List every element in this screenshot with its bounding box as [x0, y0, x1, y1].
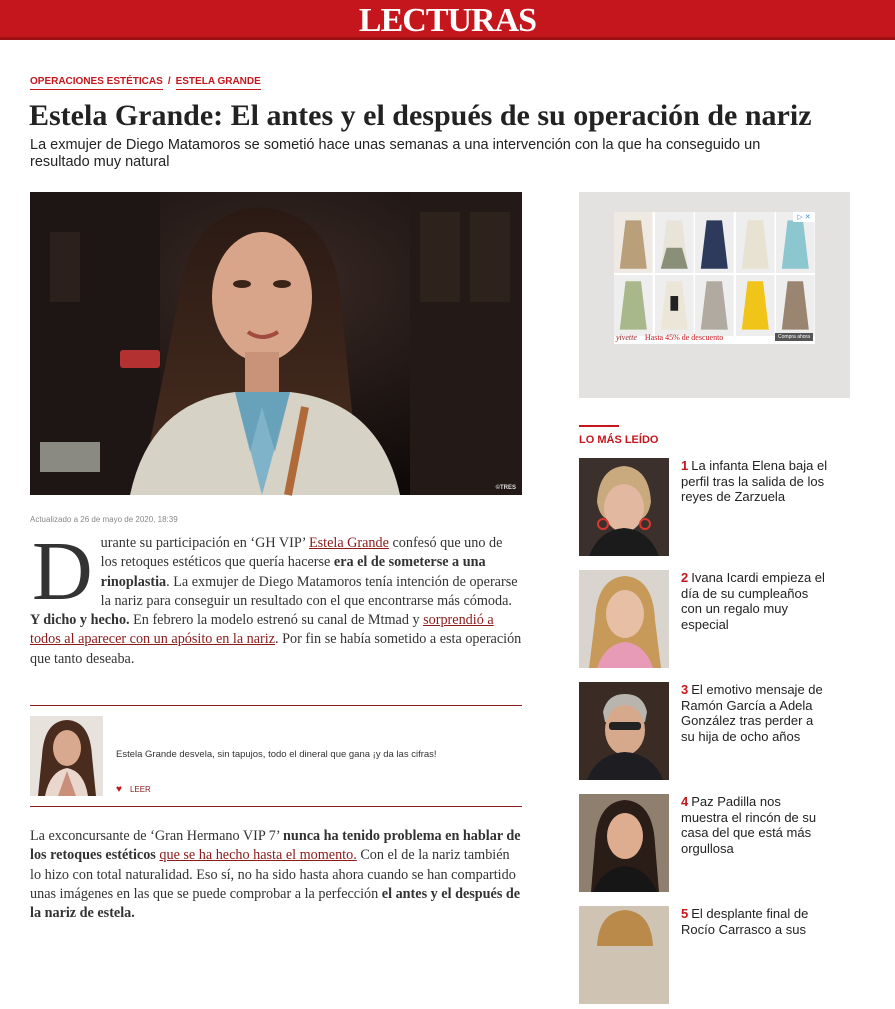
most-read-headline[interactable]: El emotivo mensaje de Ramón García a Adela González tras perder a su hija de ocho años	[681, 682, 823, 744]
ad-product[interactable]	[614, 275, 653, 336]
article-paragraph-2	[30, 827, 522, 923]
most-read-number: 1	[681, 458, 689, 473]
link-aposito[interactable]: sorprendió a todos al aparecer con un apósito en la nariz	[30, 612, 494, 648]
ad-product[interactable]	[736, 275, 775, 336]
most-read-number: 3	[681, 682, 689, 697]
most-read-item[interactable]	[579, 682, 829, 780]
ad-footer[interactable]	[614, 330, 815, 344]
most-read-thumbnail[interactable]	[579, 458, 669, 556]
ad-product-grid[interactable]	[614, 212, 815, 330]
image-credit: ©TRES	[495, 485, 516, 491]
dropcap: D	[32, 525, 93, 618]
p1-bold-1: era el de someterse a una rinoplastia	[100, 554, 486, 590]
divider	[30, 705, 522, 706]
p1-text-4: En febrero la modelo estrenó su canal de Mtmad y	[129, 612, 424, 629]
ad-product[interactable]	[655, 212, 694, 273]
most-read-thumbnail[interactable]	[579, 570, 669, 668]
most-read-number: 2	[681, 570, 689, 585]
most-read-text[interactable]	[681, 794, 829, 856]
most-read-item[interactable]	[579, 906, 829, 1004]
most-read-item[interactable]	[579, 458, 829, 556]
heart-icon[interactable]: ♥	[116, 784, 122, 795]
most-read-text[interactable]	[681, 682, 829, 744]
advertisement[interactable]	[579, 192, 850, 398]
most-read-headline[interactable]: El desplante final de Rocío Carrasco a sus	[681, 906, 809, 937]
ad-product[interactable]	[736, 212, 775, 273]
ad-product[interactable]	[776, 275, 815, 336]
breadcrumb-item-estela-grande[interactable]: ESTELA GRANDE	[176, 76, 261, 90]
most-read-item[interactable]	[579, 570, 829, 668]
site-logo[interactable]: LECTURAS	[358, 2, 537, 39]
most-read-thumbnail[interactable]	[579, 906, 669, 1004]
site-header	[0, 0, 895, 40]
ad-cta-button[interactable]: Compra ahora	[775, 333, 813, 341]
most-read-text[interactable]	[681, 458, 829, 505]
article-paragraph-1	[30, 525, 522, 669]
link-retoques[interactable]: que se ha hecho hasta el momento.	[159, 847, 357, 864]
ad-product[interactable]	[695, 275, 734, 336]
breadcrumb-item-operaciones[interactable]: OPERACIONES ESTÉTICAS	[30, 76, 163, 90]
most-read-headline[interactable]: La infanta Elena baja el perfil tras la salida de los reyes de Zarzuela	[681, 458, 828, 504]
breadcrumb	[30, 76, 261, 90]
breadcrumb-separator: /	[167, 76, 171, 87]
ad-close-icon[interactable]: ▷ ✕	[793, 212, 815, 222]
related-article-text[interactable]: Estela Grande desvela, sin tapujos, todo el dineral que gana ¡y da las cifras!	[116, 749, 437, 760]
most-read-item[interactable]	[579, 794, 829, 892]
p1-bold-2: Y dicho y hecho.	[30, 612, 130, 629]
p1-text-1: urante su participación en ‘GH VIP’	[100, 535, 309, 551]
most-read-number: 5	[681, 906, 689, 921]
most-read-number: 4	[681, 794, 689, 809]
link-estela-grande[interactable]: Estela Grande	[308, 535, 389, 551]
most-read-thumbnail[interactable]	[579, 682, 669, 780]
most-read-thumbnail[interactable]	[579, 794, 669, 892]
p2-text-1: La exconcursante de ‘Gran Hermano VIP 7’	[30, 828, 284, 844]
ad-product[interactable]	[614, 212, 653, 273]
ad-brand[interactable]: yivette	[616, 332, 637, 342]
p1-text-5: . Por fin se había sometido a esta operación que tanto deseaba.	[30, 631, 522, 667]
divider	[30, 806, 522, 807]
article-hero-image	[30, 192, 522, 495]
most-read-rule	[579, 425, 619, 427]
article-title: Estela Grande: El antes y el después de su operación de nariz	[29, 99, 812, 132]
updated-timestamp: Actualizado a 26 de mayo de 2020, 18:39	[30, 515, 178, 524]
read-link[interactable]	[116, 784, 151, 795]
p2-bold-1: nunca ha tenido problema en hablar de los retoques estéticos	[30, 828, 521, 864]
article-subtitle: La exmujer de Diego Matamoros se sometió hace unas semanas a una intervención con la que ha conseguido un resultado muy natural	[30, 137, 761, 170]
most-read-title: LO MÁS LEÍDO	[579, 434, 659, 446]
most-read-headline[interactable]: Paz Padilla nos muestra el rincón de su casa del que está más orgullosa	[681, 794, 817, 856]
read-label[interactable]: LEER	[129, 785, 151, 794]
most-read-text[interactable]	[681, 570, 829, 632]
related-article-thumbnail[interactable]	[30, 716, 103, 796]
ad-banner[interactable]	[614, 212, 815, 344]
p1-text-2: confesó que uno de los retoques estéticos que quería hacerse	[100, 535, 503, 571]
ad-product[interactable]	[695, 212, 734, 273]
p2-bold-2: el antes y el después de la nariz de estela.	[30, 885, 521, 922]
p1-text-3: . La exmujer de Diego Matamoros tenía intención de operarse la nariz para conseguir un resultado con el que encontrarse más cómoda.	[100, 573, 518, 609]
ad-promo[interactable]: Hasta 45% de descuento	[644, 332, 724, 342]
p2-text-3: Con el de la nariz también lo hizo con total naturalidad. Eso sí, no ha sido hasta ahora cuando se han compartido unas imágenes en las que se puede comprobar a la perfección	[30, 847, 516, 902]
most-read-text[interactable]	[681, 906, 829, 937]
ad-product[interactable]	[655, 275, 694, 336]
most-read-headline[interactable]: Ivana Icardi empieza el día de su cumpleaños con un regalo muy especial	[681, 570, 825, 632]
related-article-card[interactable]	[30, 716, 522, 796]
